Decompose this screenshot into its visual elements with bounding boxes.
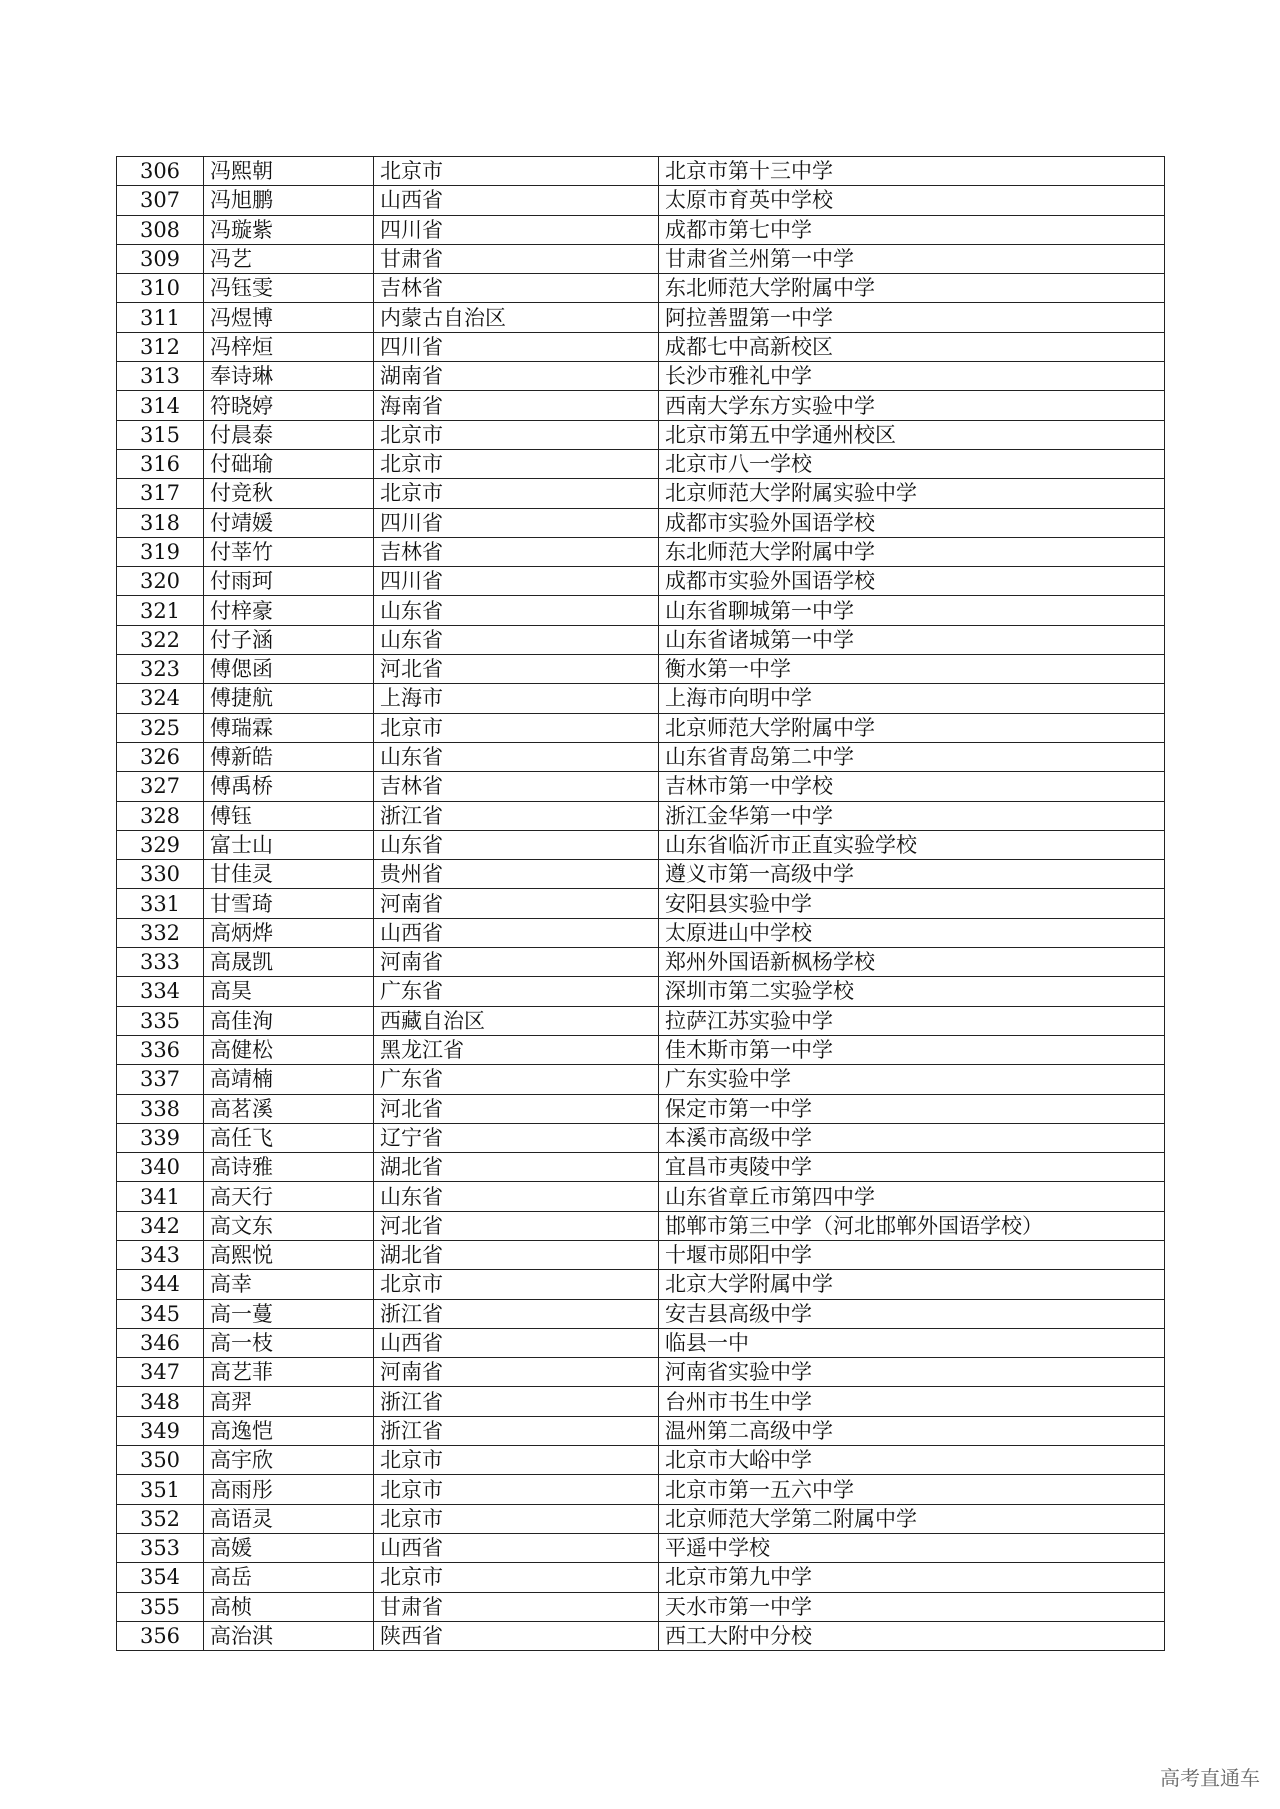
table-row bbox=[117, 1035, 1165, 1064]
school-cell: 北京市第九中学 bbox=[659, 1563, 1165, 1592]
province-cell: 浙江省 bbox=[374, 801, 659, 830]
table-row bbox=[117, 1328, 1165, 1357]
student-name-cell: 冯钰雯 bbox=[204, 274, 374, 303]
school-cell: 拉萨江苏实验中学 bbox=[659, 1006, 1165, 1035]
province-cell: 河北省 bbox=[374, 655, 659, 684]
row-number-cell: 328 bbox=[117, 801, 204, 830]
student-name-cell: 付子涵 bbox=[204, 625, 374, 654]
table-body bbox=[117, 157, 1165, 1651]
student-name-cell: 付雨珂 bbox=[204, 567, 374, 596]
table-row bbox=[117, 1006, 1165, 1035]
student-name-cell: 付础瑜 bbox=[204, 449, 374, 478]
table-row bbox=[117, 1416, 1165, 1445]
table-row bbox=[117, 655, 1165, 684]
table-row bbox=[117, 948, 1165, 977]
school-cell: 山东省聊城第一中学 bbox=[659, 596, 1165, 625]
row-number-cell: 335 bbox=[117, 1006, 204, 1035]
school-cell: 成都市实验外国语学校 bbox=[659, 567, 1165, 596]
student-name-cell: 高一枝 bbox=[204, 1328, 374, 1357]
province-cell: 北京市 bbox=[374, 1475, 659, 1504]
province-cell: 山东省 bbox=[374, 596, 659, 625]
table-row bbox=[117, 596, 1165, 625]
row-number-cell: 346 bbox=[117, 1328, 204, 1357]
row-number-cell: 326 bbox=[117, 742, 204, 771]
province-cell: 广东省 bbox=[374, 977, 659, 1006]
school-cell: 佳木斯市第一中学 bbox=[659, 1035, 1165, 1064]
school-cell: 宜昌市夷陵中学 bbox=[659, 1153, 1165, 1182]
school-cell: 太原市育英中学校 bbox=[659, 186, 1165, 215]
student-name-cell: 高语灵 bbox=[204, 1504, 374, 1533]
row-number-cell: 356 bbox=[117, 1621, 204, 1650]
row-number-cell: 318 bbox=[117, 508, 204, 537]
student-name-cell: 高一蔓 bbox=[204, 1299, 374, 1328]
province-cell: 北京市 bbox=[374, 157, 659, 186]
province-cell: 山西省 bbox=[374, 1328, 659, 1357]
row-number-cell: 311 bbox=[117, 303, 204, 332]
student-name-cell: 高茗溪 bbox=[204, 1094, 374, 1123]
student-list-table bbox=[116, 156, 1165, 1651]
row-number-cell: 323 bbox=[117, 655, 204, 684]
school-cell: 东北师范大学附属中学 bbox=[659, 274, 1165, 303]
table-row bbox=[117, 479, 1165, 508]
row-number-cell: 316 bbox=[117, 449, 204, 478]
school-cell: 郑州外国语新枫杨学校 bbox=[659, 948, 1165, 977]
row-number-cell: 310 bbox=[117, 274, 204, 303]
row-number-cell: 315 bbox=[117, 420, 204, 449]
school-cell: 东北师范大学附属中学 bbox=[659, 537, 1165, 566]
province-cell: 河北省 bbox=[374, 1094, 659, 1123]
province-cell: 陕西省 bbox=[374, 1621, 659, 1650]
province-cell: 北京市 bbox=[374, 479, 659, 508]
school-cell: 阿拉善盟第一中学 bbox=[659, 303, 1165, 332]
province-cell: 黑龙江省 bbox=[374, 1035, 659, 1064]
school-cell: 平遥中学校 bbox=[659, 1533, 1165, 1562]
row-number-cell: 330 bbox=[117, 860, 204, 889]
table-row bbox=[117, 1621, 1165, 1650]
student-name-cell: 付莘竹 bbox=[204, 537, 374, 566]
student-name-cell: 高桢 bbox=[204, 1592, 374, 1621]
school-cell: 天水市第一中学 bbox=[659, 1592, 1165, 1621]
row-number-cell: 320 bbox=[117, 567, 204, 596]
table-row bbox=[117, 918, 1165, 947]
province-cell: 浙江省 bbox=[374, 1387, 659, 1416]
student-name-cell: 傅瑞霖 bbox=[204, 713, 374, 742]
student-name-cell: 高宇欣 bbox=[204, 1446, 374, 1475]
province-cell: 北京市 bbox=[374, 449, 659, 478]
table-row bbox=[117, 215, 1165, 244]
student-name-cell: 高晟凯 bbox=[204, 948, 374, 977]
student-name-cell: 付晨泰 bbox=[204, 420, 374, 449]
row-number-cell: 333 bbox=[117, 948, 204, 977]
school-cell: 太原进山中学校 bbox=[659, 918, 1165, 947]
table-row bbox=[117, 244, 1165, 273]
row-number-cell: 308 bbox=[117, 215, 204, 244]
school-cell: 安吉县高级中学 bbox=[659, 1299, 1165, 1328]
student-name-cell: 高任飞 bbox=[204, 1123, 374, 1152]
province-cell: 甘肃省 bbox=[374, 244, 659, 273]
row-number-cell: 327 bbox=[117, 772, 204, 801]
school-cell: 北京大学附属中学 bbox=[659, 1270, 1165, 1299]
student-name-cell: 冯艺 bbox=[204, 244, 374, 273]
province-cell: 甘肃省 bbox=[374, 1592, 659, 1621]
row-number-cell: 342 bbox=[117, 1211, 204, 1240]
school-cell: 北京师范大学第二附属中学 bbox=[659, 1504, 1165, 1533]
school-cell: 山东省诸城第一中学 bbox=[659, 625, 1165, 654]
table-row bbox=[117, 362, 1165, 391]
school-cell: 广东实验中学 bbox=[659, 1065, 1165, 1094]
province-cell: 北京市 bbox=[374, 1563, 659, 1592]
school-cell: 衡水第一中学 bbox=[659, 655, 1165, 684]
school-cell: 成都市实验外国语学校 bbox=[659, 508, 1165, 537]
school-cell: 山东省青岛第二中学 bbox=[659, 742, 1165, 771]
school-cell: 十堰市郧阳中学 bbox=[659, 1240, 1165, 1269]
row-number-cell: 348 bbox=[117, 1387, 204, 1416]
school-cell: 安阳县实验中学 bbox=[659, 889, 1165, 918]
province-cell: 北京市 bbox=[374, 1446, 659, 1475]
student-name-cell: 付靖媛 bbox=[204, 508, 374, 537]
school-cell: 北京师范大学附属实验中学 bbox=[659, 479, 1165, 508]
student-name-cell: 高羿 bbox=[204, 1387, 374, 1416]
school-cell: 北京市第一五六中学 bbox=[659, 1475, 1165, 1504]
student-name-cell: 奉诗琳 bbox=[204, 362, 374, 391]
student-name-cell: 傅偲函 bbox=[204, 655, 374, 684]
school-cell: 北京市第十三中学 bbox=[659, 157, 1165, 186]
student-name-cell: 高熙悦 bbox=[204, 1240, 374, 1269]
student-name-cell: 高昊 bbox=[204, 977, 374, 1006]
student-name-cell: 付竞秋 bbox=[204, 479, 374, 508]
student-name-cell: 甘雪琦 bbox=[204, 889, 374, 918]
row-number-cell: 319 bbox=[117, 537, 204, 566]
row-number-cell: 306 bbox=[117, 157, 204, 186]
school-cell: 西南大学东方实验中学 bbox=[659, 391, 1165, 420]
province-cell: 四川省 bbox=[374, 567, 659, 596]
table-row bbox=[117, 742, 1165, 771]
school-cell: 邯郸市第三中学（河北邯郸外国语学校） bbox=[659, 1211, 1165, 1240]
province-cell: 湖北省 bbox=[374, 1240, 659, 1269]
table-row bbox=[117, 420, 1165, 449]
row-number-cell: 317 bbox=[117, 479, 204, 508]
school-cell: 吉林市第一中学校 bbox=[659, 772, 1165, 801]
student-name-cell: 富士山 bbox=[204, 830, 374, 859]
province-cell: 浙江省 bbox=[374, 1416, 659, 1445]
row-number-cell: 351 bbox=[117, 1475, 204, 1504]
row-number-cell: 349 bbox=[117, 1416, 204, 1445]
school-cell: 遵义市第一高级中学 bbox=[659, 860, 1165, 889]
table-row bbox=[117, 1387, 1165, 1416]
school-cell: 浙江金华第一中学 bbox=[659, 801, 1165, 830]
student-name-cell: 高炳烨 bbox=[204, 918, 374, 947]
row-number-cell: 337 bbox=[117, 1065, 204, 1094]
row-number-cell: 307 bbox=[117, 186, 204, 215]
row-number-cell: 350 bbox=[117, 1446, 204, 1475]
student-name-cell: 符晓婷 bbox=[204, 391, 374, 420]
row-number-cell: 339 bbox=[117, 1123, 204, 1152]
province-cell: 浙江省 bbox=[374, 1299, 659, 1328]
row-number-cell: 340 bbox=[117, 1153, 204, 1182]
row-number-cell: 313 bbox=[117, 362, 204, 391]
student-name-cell: 傅禹桥 bbox=[204, 772, 374, 801]
school-cell: 山东省章丘市第四中学 bbox=[659, 1182, 1165, 1211]
school-cell: 温州第二高级中学 bbox=[659, 1416, 1165, 1445]
school-cell: 河南省实验中学 bbox=[659, 1358, 1165, 1387]
table-row bbox=[117, 1299, 1165, 1328]
row-number-cell: 353 bbox=[117, 1533, 204, 1562]
table-row bbox=[117, 1270, 1165, 1299]
row-number-cell: 355 bbox=[117, 1592, 204, 1621]
table-row bbox=[117, 801, 1165, 830]
school-cell: 临县一中 bbox=[659, 1328, 1165, 1357]
school-cell: 成都七中高新校区 bbox=[659, 332, 1165, 361]
row-number-cell: 334 bbox=[117, 977, 204, 1006]
row-number-cell: 352 bbox=[117, 1504, 204, 1533]
table-row bbox=[117, 1094, 1165, 1123]
student-name-cell: 傅新皓 bbox=[204, 742, 374, 771]
table-row bbox=[117, 1182, 1165, 1211]
table-row bbox=[117, 1211, 1165, 1240]
school-cell: 北京市大峪中学 bbox=[659, 1446, 1165, 1475]
table-row bbox=[117, 889, 1165, 918]
student-name-cell: 高文东 bbox=[204, 1211, 374, 1240]
student-name-cell: 傅捷航 bbox=[204, 684, 374, 713]
row-number-cell: 344 bbox=[117, 1270, 204, 1299]
school-cell: 本溪市高级中学 bbox=[659, 1123, 1165, 1152]
row-number-cell: 309 bbox=[117, 244, 204, 273]
student-name-cell: 冯熙朝 bbox=[204, 157, 374, 186]
table-row bbox=[117, 713, 1165, 742]
student-name-cell: 冯璇紫 bbox=[204, 215, 374, 244]
student-name-cell: 高佳洵 bbox=[204, 1006, 374, 1035]
row-number-cell: 325 bbox=[117, 713, 204, 742]
table-row bbox=[117, 684, 1165, 713]
table-row bbox=[117, 1475, 1165, 1504]
student-name-cell: 傅钰 bbox=[204, 801, 374, 830]
province-cell: 山东省 bbox=[374, 830, 659, 859]
school-cell: 深圳市第二实验学校 bbox=[659, 977, 1165, 1006]
province-cell: 河南省 bbox=[374, 1358, 659, 1387]
province-cell: 吉林省 bbox=[374, 274, 659, 303]
watermark-text: 高考直通车 bbox=[1160, 1766, 1260, 1790]
table-row bbox=[117, 274, 1165, 303]
province-cell: 上海市 bbox=[374, 684, 659, 713]
table-row bbox=[117, 186, 1165, 215]
province-cell: 四川省 bbox=[374, 508, 659, 537]
student-name-cell: 高岳 bbox=[204, 1563, 374, 1592]
table-row bbox=[117, 1504, 1165, 1533]
student-name-cell: 高幸 bbox=[204, 1270, 374, 1299]
table-row bbox=[117, 830, 1165, 859]
row-number-cell: 336 bbox=[117, 1035, 204, 1064]
student-name-cell: 高健松 bbox=[204, 1035, 374, 1064]
province-cell: 山西省 bbox=[374, 1533, 659, 1562]
school-cell: 北京市第五中学通州校区 bbox=[659, 420, 1165, 449]
row-number-cell: 354 bbox=[117, 1563, 204, 1592]
province-cell: 北京市 bbox=[374, 1504, 659, 1533]
table-row bbox=[117, 1123, 1165, 1152]
table-row bbox=[117, 1240, 1165, 1269]
table-row bbox=[117, 1533, 1165, 1562]
row-number-cell: 338 bbox=[117, 1094, 204, 1123]
row-number-cell: 312 bbox=[117, 332, 204, 361]
student-name-cell: 冯旭鹏 bbox=[204, 186, 374, 215]
table-row bbox=[117, 508, 1165, 537]
province-cell: 四川省 bbox=[374, 332, 659, 361]
school-cell: 长沙市雅礼中学 bbox=[659, 362, 1165, 391]
student-name-cell: 甘佳灵 bbox=[204, 860, 374, 889]
student-name-cell: 付梓豪 bbox=[204, 596, 374, 625]
province-cell: 吉林省 bbox=[374, 537, 659, 566]
student-name-cell: 高靖楠 bbox=[204, 1065, 374, 1094]
school-cell: 甘肃省兰州第一中学 bbox=[659, 244, 1165, 273]
table-row bbox=[117, 977, 1165, 1006]
row-number-cell: 321 bbox=[117, 596, 204, 625]
table-row bbox=[117, 1446, 1165, 1475]
student-name-cell: 冯煜博 bbox=[204, 303, 374, 332]
student-name-cell: 高艺菲 bbox=[204, 1358, 374, 1387]
table-row bbox=[117, 860, 1165, 889]
province-cell: 北京市 bbox=[374, 1270, 659, 1299]
province-cell: 贵州省 bbox=[374, 860, 659, 889]
table-row bbox=[117, 1153, 1165, 1182]
row-number-cell: 324 bbox=[117, 684, 204, 713]
province-cell: 海南省 bbox=[374, 391, 659, 420]
province-cell: 湖北省 bbox=[374, 1153, 659, 1182]
student-name-cell: 高天行 bbox=[204, 1182, 374, 1211]
school-cell: 上海市向明中学 bbox=[659, 684, 1165, 713]
row-number-cell: 314 bbox=[117, 391, 204, 420]
row-number-cell: 341 bbox=[117, 1182, 204, 1211]
student-name-cell: 冯梓烜 bbox=[204, 332, 374, 361]
province-cell: 西藏自治区 bbox=[374, 1006, 659, 1035]
student-name-cell: 高逸恺 bbox=[204, 1416, 374, 1445]
province-cell: 河北省 bbox=[374, 1211, 659, 1240]
school-cell: 保定市第一中学 bbox=[659, 1094, 1165, 1123]
table-row bbox=[117, 303, 1165, 332]
school-cell: 台州市书生中学 bbox=[659, 1387, 1165, 1416]
province-cell: 山东省 bbox=[374, 625, 659, 654]
student-name-cell: 高诗雅 bbox=[204, 1153, 374, 1182]
student-name-cell: 高雨彤 bbox=[204, 1475, 374, 1504]
school-cell: 北京师范大学附属中学 bbox=[659, 713, 1165, 742]
table-row bbox=[117, 157, 1165, 186]
table-row bbox=[117, 567, 1165, 596]
row-number-cell: 322 bbox=[117, 625, 204, 654]
table-row bbox=[117, 1065, 1165, 1094]
province-cell: 辽宁省 bbox=[374, 1123, 659, 1152]
table-row bbox=[117, 391, 1165, 420]
table-row bbox=[117, 1592, 1165, 1621]
province-cell: 山东省 bbox=[374, 1182, 659, 1211]
province-cell: 山西省 bbox=[374, 918, 659, 947]
table-row bbox=[117, 449, 1165, 478]
province-cell: 北京市 bbox=[374, 420, 659, 449]
row-number-cell: 329 bbox=[117, 830, 204, 859]
province-cell: 北京市 bbox=[374, 713, 659, 742]
student-name-cell: 高媛 bbox=[204, 1533, 374, 1562]
table-row bbox=[117, 772, 1165, 801]
row-number-cell: 331 bbox=[117, 889, 204, 918]
student-name-cell: 高治淇 bbox=[204, 1621, 374, 1650]
school-cell: 山东省临沂市正直实验学校 bbox=[659, 830, 1165, 859]
province-cell: 湖南省 bbox=[374, 362, 659, 391]
table-row bbox=[117, 625, 1165, 654]
row-number-cell: 347 bbox=[117, 1358, 204, 1387]
school-cell: 成都市第七中学 bbox=[659, 215, 1165, 244]
province-cell: 广东省 bbox=[374, 1065, 659, 1094]
province-cell: 山东省 bbox=[374, 742, 659, 771]
row-number-cell: 343 bbox=[117, 1240, 204, 1269]
row-number-cell: 345 bbox=[117, 1299, 204, 1328]
school-cell: 北京市八一学校 bbox=[659, 449, 1165, 478]
table-row bbox=[117, 1358, 1165, 1387]
province-cell: 四川省 bbox=[374, 215, 659, 244]
province-cell: 内蒙古自治区 bbox=[374, 303, 659, 332]
table-row bbox=[117, 537, 1165, 566]
row-number-cell: 332 bbox=[117, 918, 204, 947]
province-cell: 吉林省 bbox=[374, 772, 659, 801]
table-row bbox=[117, 332, 1165, 361]
table-row bbox=[117, 1563, 1165, 1592]
school-cell: 西工大附中分校 bbox=[659, 1621, 1165, 1650]
province-cell: 山西省 bbox=[374, 186, 659, 215]
province-cell: 河南省 bbox=[374, 889, 659, 918]
province-cell: 河南省 bbox=[374, 948, 659, 977]
